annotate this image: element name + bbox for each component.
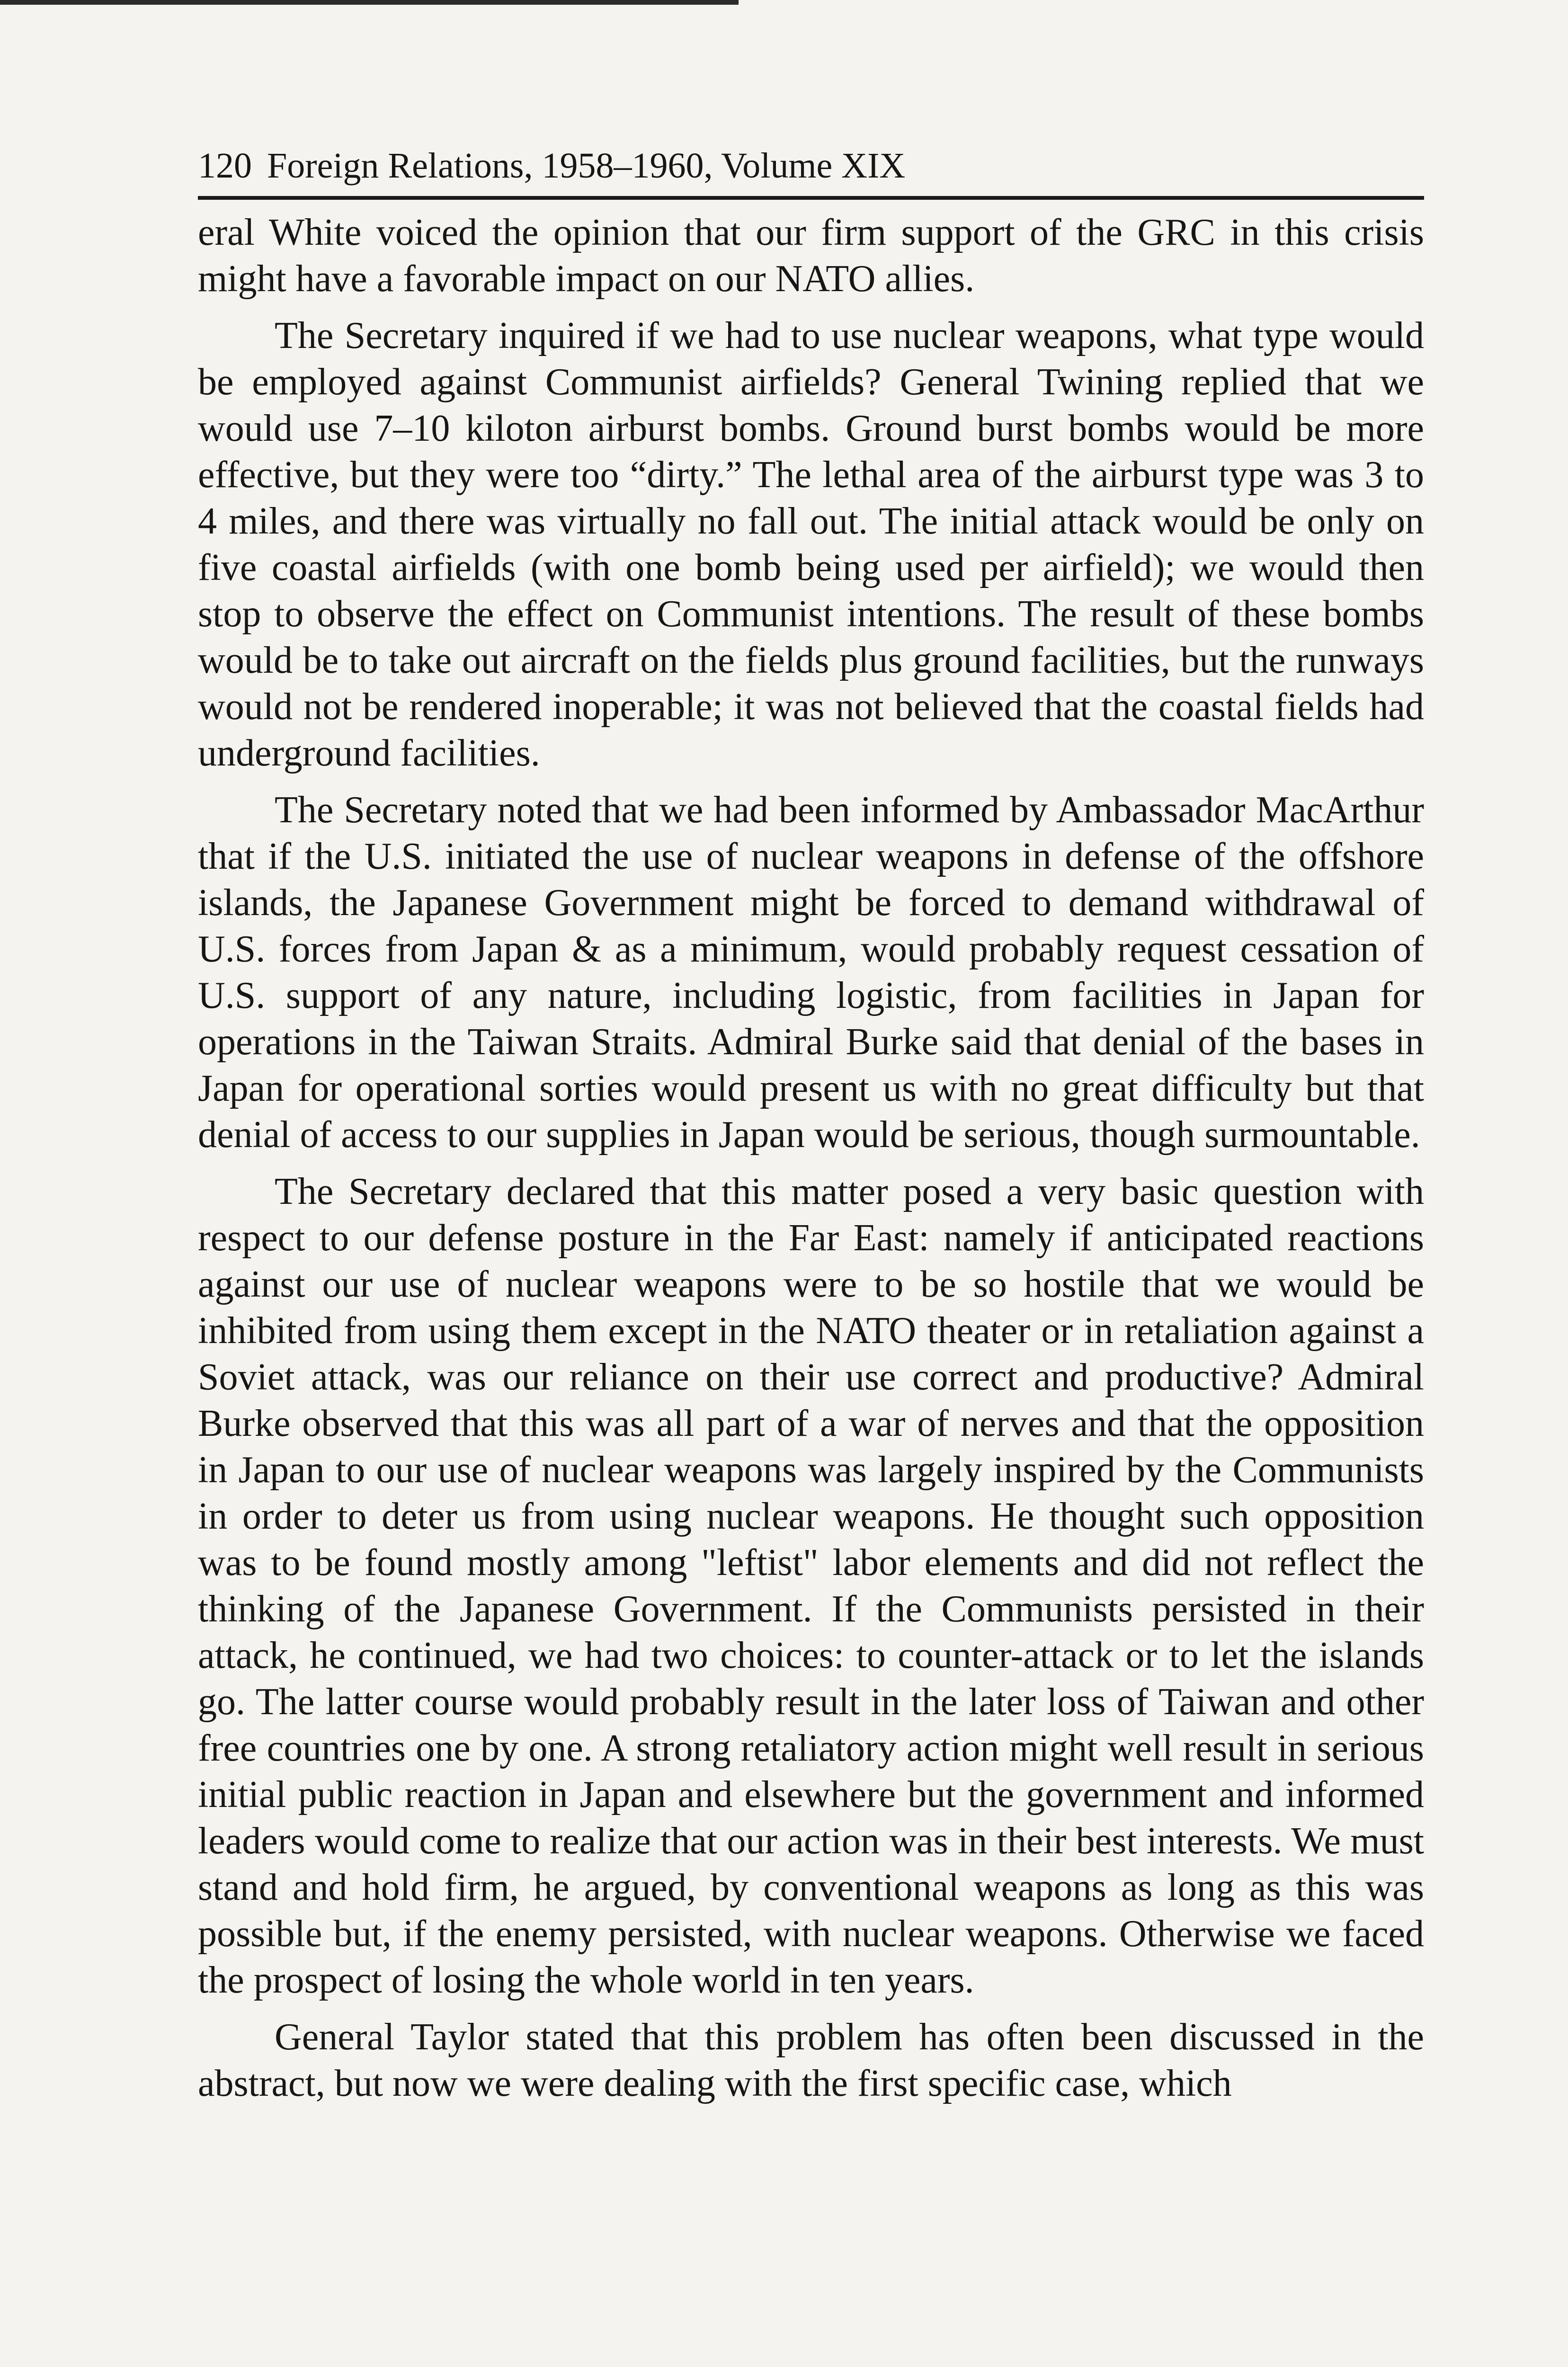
header-rule: [198, 196, 1424, 200]
paragraph-defense-posture: The Secretary declared that this matter posed a very basic question with respect to our defense posture in the Far East: namely if anticipated reactions against our use of nuclear weapons were to be so hostile that we would be inhibited from using them except in the NATO theater or in retaliation against a Soviet attack, was our reliance on their use correct and productive? Admiral Burke observed that this was all part of a war of nerves and that the opposition in Japan to our use of nuclear weapons was largely inspired by the Communists in order to deter us from using nuclear weapons. He thought such opposition was to be found mostly among "leftist" labor elements and did not reflect the thinking of the Japanese Government. If the Communists persisted in their attack, he continued, we had two choices: to counter-attack or to let the islands go. The latter course would probably result in the later loss of Taiwan and other free countries one by one. A strong retaliatory action might well result in serious initial public reaction in Japan and elsewhere but the government and informed leaders would come to realize that our action was in their best interests. We must stand and hold firm, he argued, by conventional weapons as long as this was possible but, if the enemy persisted, with nuclear weapons. Otherwise we faced the prospect of losing the whole world in ten years.: [198, 1171, 1424, 2001]
running-head-text: [198, 142, 905, 189]
paragraph-nuclear-weapons-type: The Secretary inquired if we had to use nuclear weapons, what type would be employed against Communist airfields? General Twining replied that we would use 7–10 kiloton airburst bombs. Ground burst bombs would be more effective, but they were too “dirty.” The lethal area of the airburst type was 3 to 4 miles, and there was virtually no fall out. The initial attack would be only on five coastal airfields (with one bomb being used per airfield); we would then stop to observe the effect on Communist intentions. The result of these bombs would be to take out aircraft on the fields plus ground facilities, but the runways would not be rendered inoperable; it was not believed that the coastal fields had underground facilities.: [198, 315, 1424, 774]
document-page: [198, 142, 1424, 2107]
scan-top-edge: [0, 0, 739, 5]
page-number: 120: [198, 146, 252, 186]
paragraph-japan-reaction: The Secretary noted that we had been informed by Ambassador MacArthur that if the U.S. initiated the use of nuclear weapons in defense of the offshore islands, the Japanese Government might be forced to demand withdrawal of U.S. forces from Japan & as a minimum, would probably request cessation of U.S. support of any nature, including logistic, from facilities in Japan for operations in the Taiwan Straits. Admiral Burke said that denial of the bases in Japan for operational sorties would present us with no great difficulty but that denial of access to our supplies in Japan would be serious, though surmountable.: [198, 789, 1424, 1156]
paragraph-taylor-statement: General Taylor stated that this problem has often been discussed in the abstract, but now we were dealing with the first specific case, which: [198, 2016, 1424, 2104]
body-text: [198, 209, 1424, 2107]
paragraph-continued: eral White voiced the opinion that our firm support of the GRC in this crisis might have a favorable impact on our NATO allies.: [198, 212, 1424, 300]
running-head: [198, 142, 1424, 200]
volume-title: Foreign Relations, 1958–1960, Volume XIX: [267, 146, 906, 186]
